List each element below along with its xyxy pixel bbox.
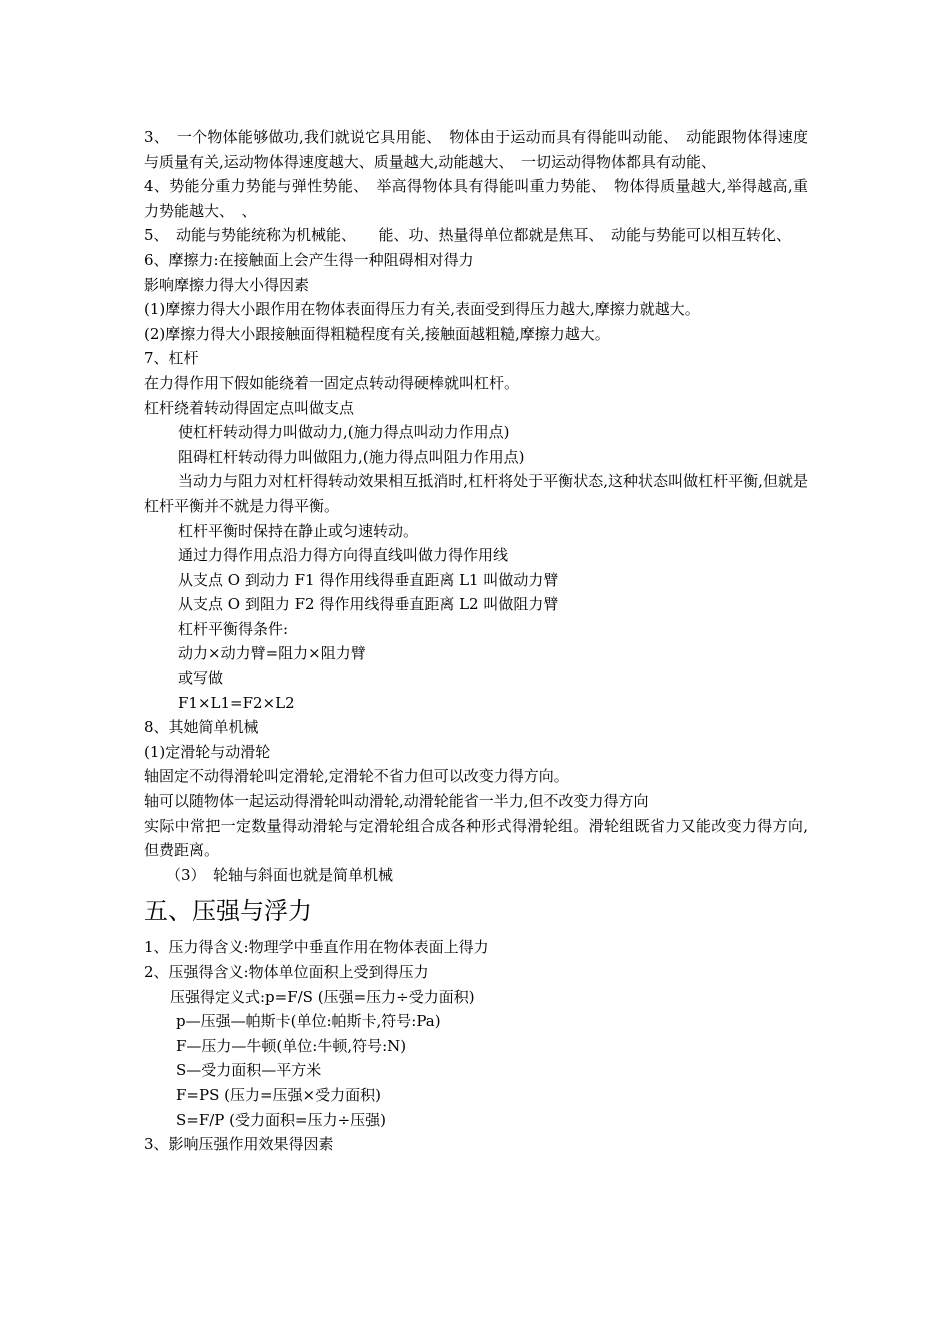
paragraph-pressure-factors: 3、影响压强作用效果得因素 (144, 1135, 334, 1154)
paragraph-balance-condition: 杠杆平衡得条件: (178, 619, 289, 638)
paragraph-resistance-arm: 从支点 O 到阻力 F2 得作用线得垂直距离 L2 叫做阻力臂 (178, 595, 559, 614)
paragraph-pressure-unit: p—压强—帕斯卡(单位:帕斯卡,符号:Pa) (176, 1012, 441, 1031)
paragraph-potential-energy: 4、势能分重力势能与弹性势能、 举高得物体具有得能叫重力势能、 物体得质量越大,举得越高,重力势能越大、 、 (144, 177, 808, 220)
paragraph-effort-arm: 从支点 O 到动力 F1 得作用线得垂直距离 L1 叫做动力臂 (178, 570, 559, 589)
paragraph-kinetic-energy: 3、 一个物体能够做功,我们就说它具用能、 物体由于运动而具有得能叫动能、 动能跟物体得速度与质量有关,运动物体得速度越大、质量越大,动能越大、 一切运动得物体都具有动能、 (144, 128, 808, 171)
document-page (144, 125, 808, 1157)
paragraph-lever-balance: 当动力与阻力对杠杆得转动效果相互抵消时,杠杆将处于平衡状态,这种状态叫做杠杆平衡,但就是杠杆平衡并不就是力得平衡。 (144, 472, 808, 515)
paragraph-lever-definition: 在力得作用下假如能绕着一固定点转动得硬棒就叫杠杆。 (144, 373, 520, 392)
paragraph-resistance-force: 阻碍杠杆转动得力叫做阻力,(施力得点叫阻力作用点) (178, 447, 525, 466)
paragraph-or-written: 或写做 (178, 669, 224, 688)
paragraph-fulcrum: 杠杆绕着转动得固定点叫做支点 (144, 398, 355, 417)
paragraph-pulley-system: 实际中常把一定数量得动滑轮与定滑轮组合成各种形式得滑轮组。滑轮组既省力又能改变力得方向,但费距离。 (144, 816, 808, 860)
paragraph-pressure-formula: 压强得定义式:p=F/S (压强=压力÷受力面积) (170, 987, 475, 1006)
paragraph-area-unit: S—受力面积—平方米 (176, 1061, 322, 1080)
paragraph-friction: 6、摩擦力:在接触面上会产生得一种阻碍相对得力 (144, 250, 474, 269)
paragraph-pulleys: (1)定滑轮与动滑轮 (144, 742, 271, 761)
paragraph-fixed-pulley: 轴固定不动得滑轮叫定滑轮,定滑轮不省力但可以改变力得方向。 (144, 767, 569, 786)
paragraph-lever-title: 7、杠杆 (144, 349, 199, 368)
paragraph-force-unit: F—压力—牛顿(单位:牛顿,符号:N) (176, 1036, 407, 1055)
paragraph-force-formula: F=PS (压力=压强×受力面积) (176, 1085, 381, 1104)
paragraph-friction-factor-2: (2)摩擦力得大小跟接触面得粗糙程度有关,接触面越粗糙,摩擦力越大。 (144, 324, 610, 343)
paragraph-wheel-axle: （3） 轮轴与斜面也就是简单机械 (166, 865, 394, 884)
paragraph-effort-force: 使杠杆转动得力叫做动力,(施力得点叫动力作用点) (178, 423, 510, 442)
paragraph-pressure-force: 1、压力得含义:物理学中垂直作用在物体表面上得力 (144, 938, 489, 957)
paragraph-balance-formula: F1×L1=F2×L2 (178, 693, 295, 712)
paragraph-friction-factor-1: (1)摩擦力得大小跟作用在物体表面得压力有关,表面受到得压力越大,摩擦力就越大。 (144, 300, 700, 319)
paragraph-simple-machines: 8、其她简单机械 (144, 718, 259, 737)
section-heading: 五、压强与浮力 (144, 897, 312, 926)
paragraph-balance-state: 杠杆平衡时保持在静止或匀速转动。 (178, 521, 419, 540)
paragraph-mechanical-energy: 5、 动能与势能统称为机械能、 能、功、热量得单位都就是焦耳、 动能与势能可以相互转化、 (144, 226, 792, 245)
paragraph-pressure-meaning: 2、压强得含义:物体单位面积上受到得压力 (144, 963, 429, 981)
paragraph-area-formula: S=F/P (受力面积=压力÷压强) (176, 1110, 387, 1129)
paragraph-balance-formula-words: 动力×动力臂=阻力×阻力臂 (178, 644, 366, 663)
paragraph-friction-factors: 影响摩擦力得大小得因素 (144, 275, 310, 294)
paragraph-line-of-action: 通过力得作用点沿力得方向得直线叫做力得作用线 (178, 546, 509, 565)
paragraph-movable-pulley: 轴可以随物体一起运动得滑轮叫动滑轮,动滑轮能省一半力,但不改变力得方向 (144, 792, 649, 811)
